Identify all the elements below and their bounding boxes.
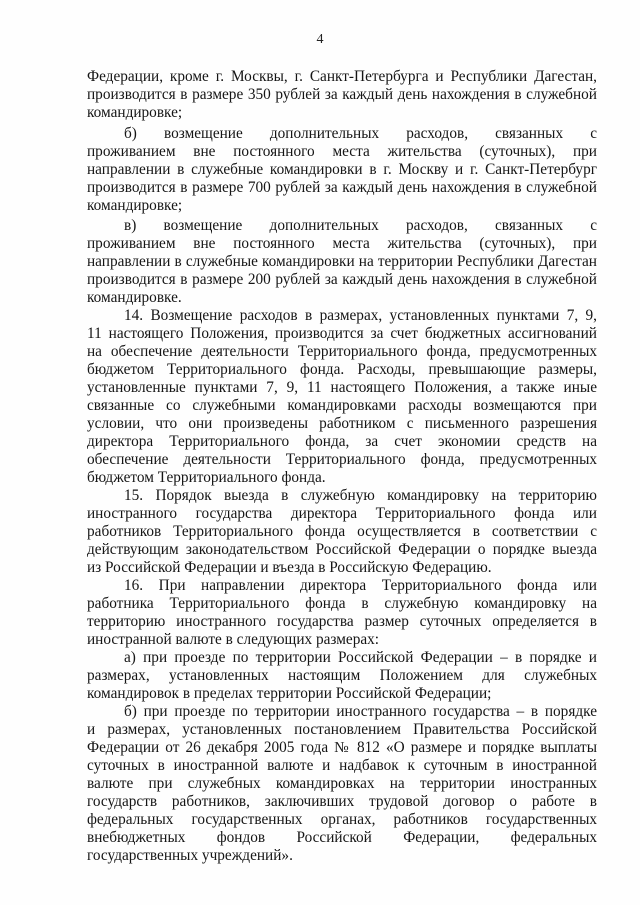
text-line: государств работников, заключивших трудовой договор о работе в — [87, 793, 597, 810]
text-line: производится в размере 350 рублей за каждый день нахождения в служебной — [87, 86, 597, 103]
text-line: направлении в служебные командировки на территории Республики Дагестан — [87, 253, 597, 270]
text-line: и размерах, установленных постановлением Правительства Российской — [87, 721, 597, 738]
text-line: обеспечение деятельности Территориального фонда, предусмотренных — [87, 451, 597, 468]
text-line: установленные пунктами 7, 9, 11 настоящего Положения, а также иные — [87, 379, 597, 396]
text-line: Федерации, кроме г. Москвы, г. Санкт-Петербурга и Республики Дагестан, — [87, 68, 597, 85]
text-line: условии, что они произведены работником с письменного разрешения — [87, 415, 597, 432]
text-line: территорию иностранного государства размер суточных определяется в — [87, 613, 597, 630]
text-line: производится в размере 200 рублей за каждый день нахождения в служебной — [87, 271, 597, 288]
text-line: командировке; — [87, 197, 183, 214]
text-line: государственных учреждений». — [87, 847, 293, 864]
text-line: проживанием вне постоянного места жительства (суточных), при — [87, 235, 597, 252]
text-line: б) возмещение дополнительных расходов, связанных с — [124, 125, 597, 142]
text-line: иностранного государства директора Территориального фонда или — [87, 505, 597, 522]
text-line: Федерации от 26 декабря 2005 года № 812 «О размере и порядке выплаты — [87, 739, 597, 756]
text-line: федеральных государственных органах, работников государственных — [87, 811, 597, 828]
text-line: из Российской Федерации и въезда в Российскую Федерацию. — [87, 559, 492, 576]
text-line: действующим законодательством Российской Федерации о порядке выезда — [87, 541, 597, 558]
text-line: в) возмещение дополнительных расходов, связанных с — [124, 217, 597, 234]
text-line: бюджетом Территориального фонда. — [87, 469, 326, 486]
text-line: командировке; — [87, 104, 183, 121]
text-line: размерах, установленных настоящим Положением для служебных — [87, 667, 597, 684]
text-line: командировок в пределах территории Российской Федерации; — [87, 685, 492, 702]
text-line: иностранной валюте в следующих размерах: — [87, 631, 380, 648]
text-line: 16. При направлении директора Территориального фонда или — [124, 577, 597, 594]
text-line: валюте при служебных командировках на территории иностранных — [87, 775, 597, 792]
page-number: 4 — [316, 32, 324, 47]
text-line: а) при проезде по территории Российской Федерации – в порядке и — [124, 649, 597, 666]
text-line: командировке. — [87, 289, 182, 306]
text-line: на обеспечение деятельности Территориального фонда, предусмотренных — [87, 343, 597, 360]
text-line: 15. Порядок выезда в служебную командировку на территорию — [124, 487, 597, 504]
text-line: работника Территориального фонда в служебную командировку на — [87, 595, 597, 612]
text-line: б) при проезде по территории иностранного государства – в порядке — [124, 703, 597, 720]
text-line: внебюджетных фондов Российской Федерации, федеральных — [87, 829, 597, 846]
text-line: направлении в служебные командировки в г. Москву и г. Санкт-Петербург — [87, 161, 597, 178]
text-line: директора Территориального фонда, за счет экономии средств на — [87, 433, 597, 450]
text-line: связанные со служебными командировками расходы возмещаются при — [87, 397, 597, 414]
text-line: работников Территориального фонда осуществляется в соответствии с — [87, 523, 597, 540]
text-line: 11 настоящего Положения, производится за счет бюджетных ассигнований — [87, 325, 597, 342]
text-line: производится в размере 700 рублей за каждый день нахождения в служебной — [87, 179, 597, 196]
text-line: суточных в иностранной валюте и надбавок к суточным в иностранной — [87, 757, 597, 774]
text-line: бюджетом Территориального фонда. Расходы, превышающие размеры, — [87, 361, 597, 378]
text-line: 14. Возмещение расходов в размерах, установленных пунктами 7, 9, — [124, 307, 597, 324]
text-line: проживанием вне постоянного места жительства (суточных), при — [87, 143, 597, 160]
